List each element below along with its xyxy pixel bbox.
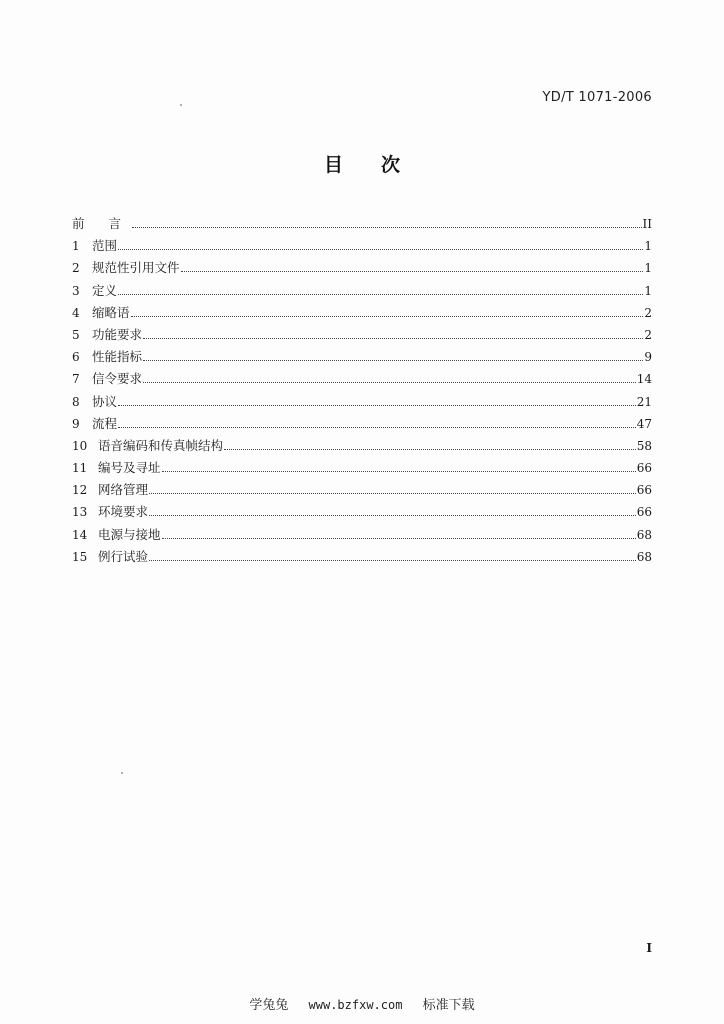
toc-leader-dots <box>143 360 643 361</box>
toc-entry-number: 14 <box>72 527 88 542</box>
toc-leader-dots <box>132 227 642 228</box>
toc-entry[interactable] <box>72 368 652 390</box>
toc-leader-dots <box>118 427 636 428</box>
toc-entry-number: 8 <box>72 394 80 409</box>
toc-entry-label: 功能要求 <box>92 326 143 342</box>
toc-leader-dots <box>149 515 636 516</box>
table-of-contents <box>72 213 652 568</box>
toc-entry-number: 11 <box>72 461 88 476</box>
toc-leader-dots <box>181 271 644 272</box>
toc-entry[interactable] <box>72 324 652 346</box>
toc-entry-label: 信令要求 <box>92 371 143 387</box>
page-title: 目次 <box>323 154 438 176</box>
toc-entry-page: 2 <box>644 305 652 320</box>
toc-entry-page: 68 <box>636 549 652 564</box>
toc-entry-page: 47 <box>636 416 652 431</box>
toc-entry[interactable] <box>72 346 652 368</box>
toc-leader-dots <box>131 316 644 317</box>
toc-entry-number: 10 <box>72 438 88 453</box>
toc-entry[interactable] <box>72 302 652 324</box>
toc-entry-label: 范围 <box>92 238 118 254</box>
toc-entry[interactable] <box>72 435 652 457</box>
toc-entry-page: 66 <box>636 505 652 520</box>
toc-entry-number: 4 <box>72 305 80 320</box>
toc-entry-page: 1 <box>644 283 652 298</box>
toc-leader-dots <box>118 294 643 295</box>
toc-entry-number: 1 <box>72 239 80 254</box>
toc-entry-label: 电源与接地 <box>98 526 161 542</box>
toc-leader-dots <box>149 560 636 561</box>
toc-entry-page: 68 <box>636 527 652 542</box>
toc-entry-number: 7 <box>72 372 80 387</box>
toc-entry-number: 6 <box>72 350 80 365</box>
toc-entry[interactable] <box>72 479 652 501</box>
toc-leader-dots <box>143 338 643 339</box>
toc-entry-page: 2 <box>644 327 652 342</box>
toc-entry-label: 缩略语 <box>92 304 130 320</box>
toc-entry-label: 前 言 <box>72 216 131 231</box>
toc-entry-label: 性能指标 <box>92 349 143 365</box>
toc-entry-page: 1 <box>644 261 652 276</box>
toc-entry-label: 环境要求 <box>98 504 149 520</box>
toc-entry-label: 编号及寻址 <box>98 460 161 476</box>
toc-entry[interactable] <box>72 501 652 523</box>
toc-entry[interactable] <box>72 280 652 302</box>
toc-entry[interactable] <box>72 457 652 479</box>
toc-entry-page: 14 <box>636 372 652 387</box>
toc-entry-page: 21 <box>636 394 652 409</box>
toc-entry-label: 规范性引用文件 <box>92 260 180 276</box>
toc-leader-dots <box>118 249 643 250</box>
toc-entry-label: 例行试验 <box>98 548 149 564</box>
toc-leader-dots <box>162 538 636 539</box>
toc-entry[interactable] <box>72 524 652 546</box>
toc-entry-number: 15 <box>72 549 88 564</box>
watermark <box>0 994 724 1013</box>
toc-entry-label: 语音编码和传真帧结构 <box>98 437 224 453</box>
toc-entry-page: II <box>642 217 652 231</box>
toc-entry-number: 9 <box>72 416 80 431</box>
toc-entry[interactable] <box>72 235 652 257</box>
toc-entry-page: 58 <box>636 438 652 453</box>
toc-entry-number: 2 <box>72 261 80 276</box>
scan-speck <box>180 104 182 106</box>
toc-entry-foreword[interactable] <box>72 213 652 235</box>
toc-entry-label: 网络管理 <box>98 482 149 498</box>
toc-leader-dots <box>149 493 636 494</box>
toc-entry[interactable] <box>72 257 652 279</box>
toc-leader-dots <box>224 449 636 450</box>
toc-entry[interactable] <box>72 413 652 435</box>
watermark-url[interactable]: www.bzfxw.com <box>308 998 403 1012</box>
watermark-tagline: 标准下载 <box>422 998 475 1013</box>
watermark-site-name: 学兔兔 <box>249 998 289 1013</box>
toc-entry-page: 1 <box>644 239 652 254</box>
toc-entry-number: 5 <box>72 327 80 342</box>
toc-leader-dots <box>143 382 636 383</box>
toc-entry-number: 13 <box>72 505 88 520</box>
toc-entry-page: 66 <box>636 483 652 498</box>
toc-entry-label: 定义 <box>92 282 118 298</box>
toc-entry-label: 流程 <box>92 415 118 431</box>
toc-entry-page: 66 <box>636 461 652 476</box>
toc-leader-dots <box>118 405 636 406</box>
toc-entry[interactable] <box>72 391 652 413</box>
scan-speck <box>121 772 123 774</box>
standard-code: YD/T 1071-2006 <box>542 90 652 105</box>
page-number: I <box>646 941 652 955</box>
toc-entry-label: 协议 <box>92 393 118 409</box>
toc-entry-page: 9 <box>644 350 652 365</box>
toc-entry[interactable] <box>72 546 652 568</box>
toc-leader-dots <box>162 471 636 472</box>
toc-entry-number: 12 <box>72 483 88 498</box>
toc-entry-number: 3 <box>72 283 80 298</box>
